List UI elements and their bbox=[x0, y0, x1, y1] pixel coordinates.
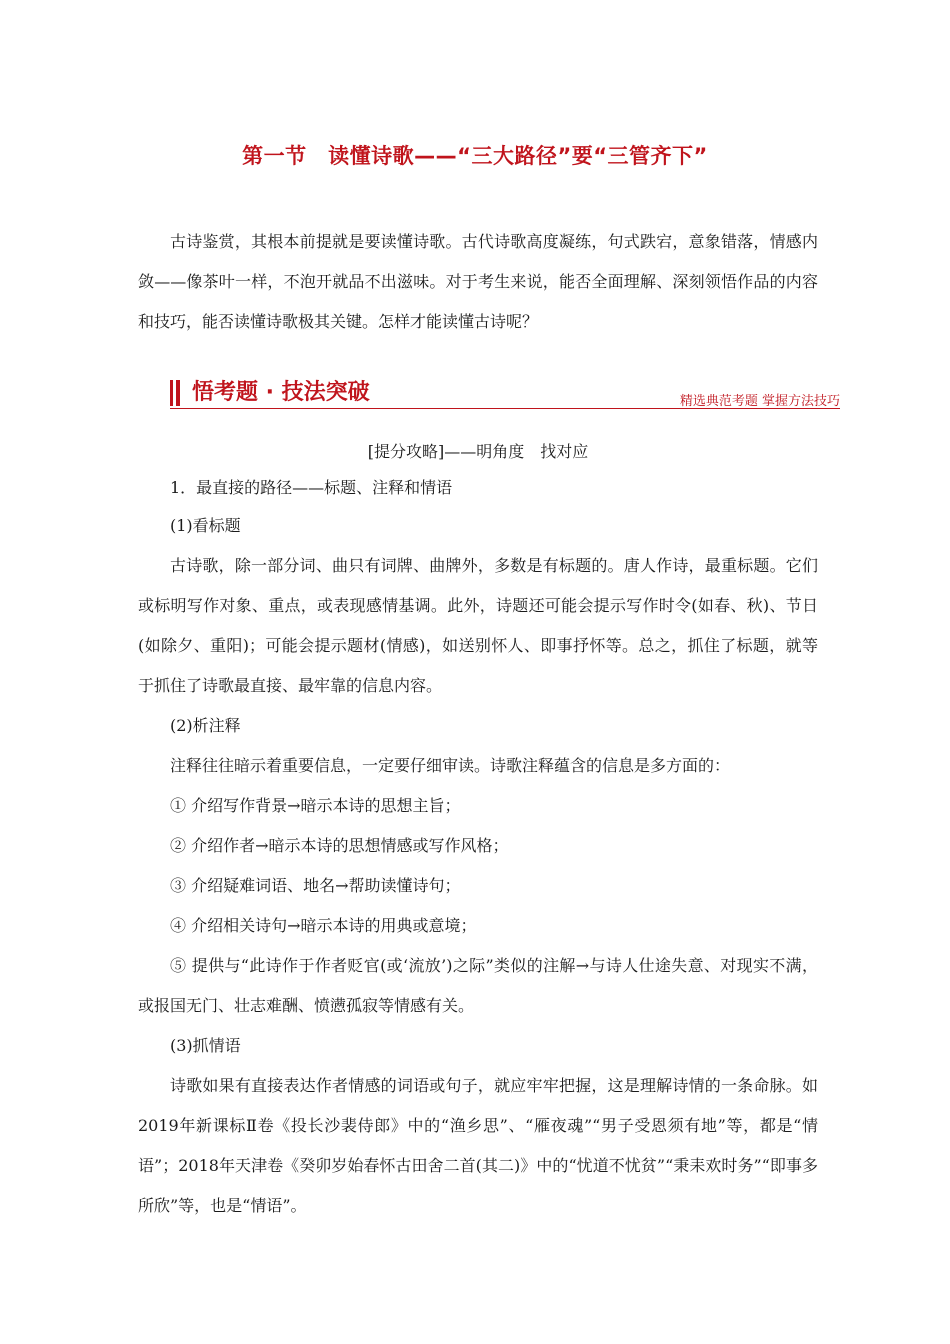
section-1-heading: 1．最直接的路径——标题、注释和情语 bbox=[170, 478, 453, 497]
intro-block bbox=[138, 222, 818, 342]
subsection-3-text: 诗歌如果有直接表达作者情感的词语或句子，就应牢牢把握，这是理解诗情的一条命脉。如2019年新课标Ⅱ卷《投长沙裴侍郎》中的“渔乡思”、“雁夜魂”“男子受恩须有地”等，都是“情语”；2018年天津卷《癸卯岁始春怀古田舍二首(其二)》中的“忧道不忧贫”“秉耒欢时务”“即事多所欣”等，也是“情语”。 bbox=[138, 1076, 818, 1215]
banner-bars-icon bbox=[170, 380, 186, 406]
note-item-5: ⑤ 提供与“此诗作于作者贬官(或‘流放’)之际”类似的注解→与诗人仕途失意、对现实不满，或报国无门、壮志难酬、愤懑孤寂等情感有关。 bbox=[138, 956, 818, 1015]
section-banner bbox=[170, 378, 840, 410]
note-item-4: ④ 介绍相关诗句→暗示本诗的用典或意境； bbox=[170, 916, 477, 935]
subsection-2-label: (2)析注释 bbox=[170, 716, 241, 735]
banner-rule bbox=[170, 408, 840, 409]
subsection-2-text: 注释往往暗示着重要信息，一定要仔细审读。诗歌注释蕴含的信息是多方面的： bbox=[170, 756, 731, 775]
note-item-3: ③ 介绍疑难词语、地名→帮助读懂诗句； bbox=[170, 876, 461, 895]
banner-tagline: 精选典范考题 掌握方法技巧 bbox=[679, 394, 840, 409]
intro-paragraph: 古诗鉴赏，其根本前提就是要读懂诗歌。古代诗歌高度凝练，句式跌宕，意象错落，情感内敛——像茶叶一样，不泡开就品不出滋味。对于考生来说，能否全面理解、深刻领悟作品的内容和技巧，能否读懂诗歌极其关键。怎样才能读懂古诗呢？ bbox=[138, 232, 818, 331]
note-item-2: ② 介绍作者→暗示本诗的思想情感或写作风格； bbox=[170, 836, 509, 855]
section-title: 第一节 读懂诗歌——“三大路径”要“三管齐下” bbox=[242, 144, 708, 168]
note-item-1: ① 介绍写作背景→暗示本诗的思想主旨； bbox=[170, 796, 461, 815]
banner-heading: 悟考题 · 技法突破 bbox=[192, 380, 370, 405]
strategy-heading: [提分攻略]——明角度 找对应 bbox=[367, 442, 589, 461]
content-body bbox=[138, 434, 818, 1226]
subsection-1-label: (1)看标题 bbox=[170, 516, 241, 535]
subsection-1-text: 古诗歌，除一部分词、曲只有词牌、曲牌外，多数是有标题的。唐人作诗，最重标题。它们或标明写作对象、重点，或表现感情基调。此外，诗题还可能会提示写作时令(如春、秋)、节日(如除夕、重阳)；可能会提示题材(情感)，如送别怀人、即事抒怀等。总之，抓住了标题，就等于抓住了诗歌最直接、最牢靠的信息内容。 bbox=[138, 556, 818, 695]
subsection-3-label: (3)抓情语 bbox=[170, 1036, 241, 1055]
